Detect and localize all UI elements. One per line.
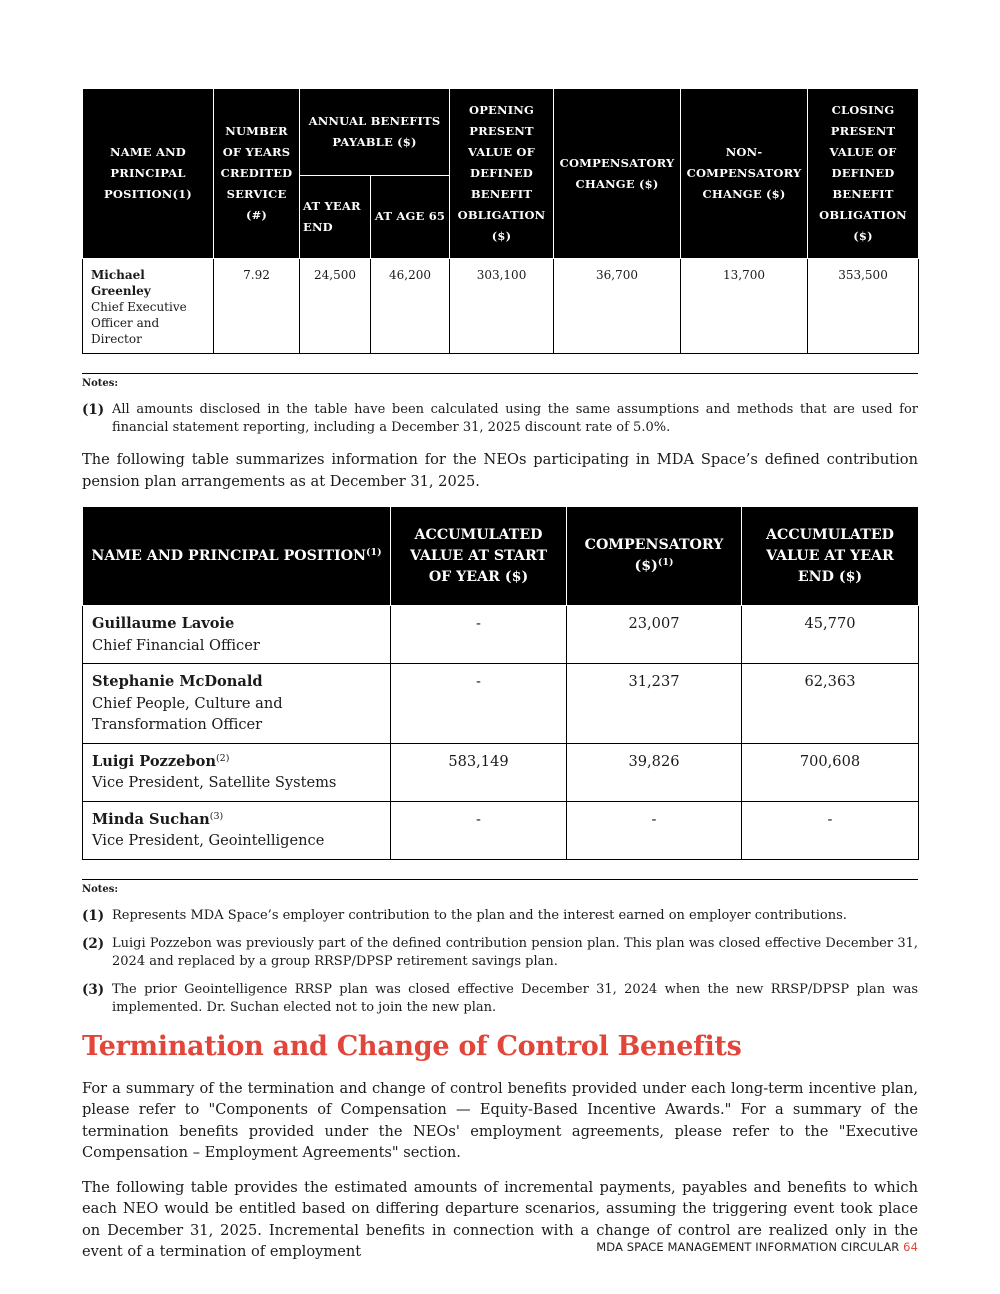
header-at-age-65: AT AGE 65 [371, 175, 450, 258]
opening-cell: 303,100 [450, 259, 554, 354]
header-annual-benefits: ANNUAL BENEFITS PAYABLE ($) [300, 89, 450, 176]
name-cell [83, 801, 391, 859]
accum-end-cell: 45,770 [742, 606, 919, 664]
table-row [83, 259, 919, 354]
notes-divider [82, 373, 918, 374]
header-name-position [83, 507, 391, 606]
note-item [82, 907, 918, 925]
name-cell [83, 664, 391, 744]
name-cell [83, 743, 391, 801]
defined-benefit-table [82, 88, 919, 354]
at-year-end-cell: 24,500 [300, 259, 371, 354]
body-paragraph: For a summary of the termination and change of control benefits provided under each long-term incentive plan, please refer to "Components of Compensation — Equity-Based Incentive Awards." For a summary of the termination benefits provided under the NEOs' employment agreements, please refer to the "Executive Compensation – Employment Agreements" section. [82, 1079, 918, 1161]
note-text: The prior Geointelligence RRSP plan was closed effective December 31, 2024 when the new RRSP/DPSP plan was implemented. Dr. Suchan elected not to join the new plan. [112, 981, 918, 1015]
header-name-position: NAME AND PRINCIPAL POSITION(1) [83, 89, 214, 259]
section-heading: Termination and Change of Control Benefits [82, 1030, 742, 1062]
compensatory-cell: 36,700 [554, 259, 681, 354]
notes-label: Notes: [82, 883, 119, 895]
employee-position: Vice President, Satellite Systems [92, 774, 337, 791]
employee-name: Michael Greenley [91, 268, 151, 298]
header-name-footnote: (1) [366, 546, 382, 558]
note-item [82, 935, 918, 971]
table-row [83, 664, 919, 744]
header-name-text: NAME AND PRINCIPAL POSITION [91, 547, 367, 564]
header-compensatory-footnote: (1) [657, 557, 674, 568]
header-opening-value: OPENING PRESENT VALUE OF DEFINED BENEFIT OBLIGATION ($) [450, 89, 554, 259]
note-item [82, 981, 918, 1017]
header-non-compensatory-change: NON-COMPENSATORY CHANGE ($) [681, 89, 808, 259]
accum-start-cell: - [391, 801, 567, 859]
body-paragraph: The following table provides the estimated amounts of incremental payments, payables and benefits to which each NEO would be entitled based on differing departure scenarios, assuming the triggering event took place on December 31, 2025. Incremental benefits in connection with a change of control are realized only in the event of a termination of employment [82, 1178, 918, 1260]
note-number: (1) [82, 907, 105, 924]
table-row [83, 801, 919, 859]
table-row [83, 743, 919, 801]
compensatory-cell: - [567, 801, 742, 859]
accum-start-cell: - [391, 606, 567, 664]
note-text: All amounts disclosed in the table have been calculated using the same assumptions and methods that are used for financial statement reporting, including a December 31, 2025 discount rate of 5.0%. [112, 402, 918, 435]
accum-end-cell: 62,363 [742, 664, 919, 744]
accum-start-cell: - [391, 664, 567, 744]
employee-name: Luigi Pozzebon [92, 752, 216, 770]
page-footer [596, 1240, 918, 1254]
name-cell [83, 259, 214, 354]
name-cell [83, 606, 391, 664]
note-number: (1) [82, 402, 105, 418]
employee-position: Vice President, Geointelligence [92, 832, 325, 849]
accum-end-cell: - [742, 801, 919, 859]
header-accum-end: ACCUMULATED VALUE AT YEAR END ($) [742, 507, 919, 606]
accum-start-cell: 583,149 [391, 743, 567, 801]
non-compensatory-cell: 13,700 [681, 259, 808, 354]
header-compensatory-change: COMPENSATORY CHANGE ($) [554, 89, 681, 259]
header-compensatory-text: COMPENSATORY ($) [584, 537, 724, 574]
footnote-ref: (2) [215, 752, 230, 764]
header-closing-value: CLOSING PRESENT VALUE OF DEFINED BENEFIT OBLIGATION ($) [808, 89, 919, 259]
header-compensatory [567, 507, 742, 606]
page-number: 64 [903, 1240, 918, 1254]
note-item [82, 401, 918, 437]
employee-name: Minda Suchan [92, 810, 210, 828]
document-page [82, 88, 918, 1263]
footnote-ref: (3) [209, 810, 224, 822]
compensatory-cell: 39,826 [567, 743, 742, 801]
years-cell: 7.92 [214, 259, 300, 354]
intro-paragraph: The following table summarizes information for the NEOs participating in MDA Space’s defined contribution pension plan arrangements as at December 31, 2025. [82, 451, 918, 490]
compensatory-cell: 31,237 [567, 664, 742, 744]
defined-contribution-table [82, 506, 919, 860]
closing-cell: 353,500 [808, 259, 919, 354]
footer-title: MDA SPACE MANAGEMENT INFORMATION CIRCULAR [596, 1240, 900, 1254]
header-accum-start: ACCUMULATED VALUE AT START OF YEAR ($) [391, 507, 567, 606]
compensatory-cell: 23,007 [567, 606, 742, 664]
employee-position: Chief People, Culture and Transformation Officer [92, 694, 283, 733]
employee-name: Guillaume Lavoie [92, 615, 235, 632]
employee-position: Chief Financial Officer [92, 636, 260, 654]
table-row [83, 606, 919, 664]
header-years-service: NUMBER OF YEARS CREDITED SERVICE (#) [214, 89, 300, 259]
note-number: (3) [82, 981, 105, 998]
header-at-year-end: AT YEAR END [300, 175, 371, 258]
accum-end-cell: 700,608 [742, 743, 919, 801]
note-text: Represents MDA Space’s employer contribution to the plan and the interest earned on employer contributions. [112, 907, 847, 923]
notes-label: Notes: [82, 378, 119, 389]
employee-position: Chief Executive Officer and Director [91, 300, 187, 346]
employee-name: Stephanie McDonald [92, 673, 263, 690]
notes-divider [82, 879, 918, 880]
note-text: Luigi Pozzebon was previously part of the defined contribution pension plan. This plan was closed effective December 31, 2024 and replaced by a group RRSP/DPSP retirement savings plan. [112, 935, 918, 969]
at-age-65-cell: 46,200 [371, 259, 450, 354]
note-number: (2) [82, 935, 105, 952]
